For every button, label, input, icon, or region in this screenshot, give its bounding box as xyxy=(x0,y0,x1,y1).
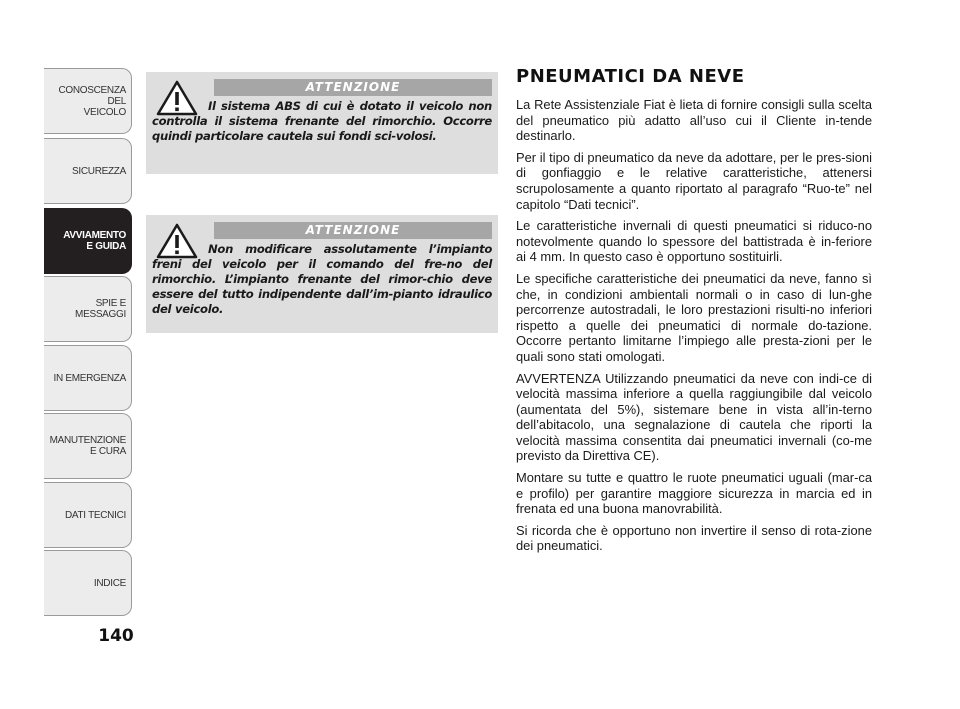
warning-triangle-icon xyxy=(156,223,198,259)
warning-box-brakes xyxy=(146,215,498,333)
paragraph: Le caratteristiche invernali di questi pneumatici si riduco-no notevolmente quando lo spessore del battistrada è in-feriore ai 4 mm. In questo caso è opportuno sostituirli. xyxy=(516,218,872,265)
paragraph: Si ricorda che è opportuno non invertire il senso di rota-zione dei pneumatici. xyxy=(516,522,872,554)
tab-avviamento-e-guida[interactable]: AVVIAMENTO E GUIDA xyxy=(44,208,132,274)
paragraph: Le specifiche caratteristiche dei pneumatici da neve, fanno sì che, in condizioni ambientali normali o in caso di lun-ghe percorrenze autostradali, le loro prestazioni risulti-no inferiori rispetto a quelle dei pneumatici di normale do-tazione. Occorre pertanto limitarne l’impiego alle presta-zioni per le quali sono stati omologati. xyxy=(516,270,872,364)
warning-text: Il sistema ABS di cui è dotato il veicolo non controlla il sistema frenante del rimorchio. Occorre quindi particolare cautela sui fondi sci-volosi. xyxy=(152,99,492,143)
paragraph: La Rete Assistenziale Fiat è lieta di fornire consigli sulla scelta del pneumatico più adatto all’uso cui il Cliente in-tende destinarlo. xyxy=(516,97,872,144)
main-content xyxy=(516,66,872,560)
paragraph-avvertenza: AVVERTENZA Utilizzando pneumatici da neve con indi-ce di velocità massima inferiore a quella raggiungibile dal veicolo (aumentata del 5%), sistemare bene in vista all’in-terno dell’abitacolo, una segnalazione di cautela che riporti la velocità massima consentita dai pneumatici invernali (co-me previsto da Direttiva CE). xyxy=(516,370,872,464)
warning-triangle-icon xyxy=(156,80,198,116)
tab-in-emergenza[interactable]: IN EMERGENZA xyxy=(44,345,132,411)
tab-conoscenza-del-veicolo[interactable]: CONOSCENZA DEL VEICOLO xyxy=(44,68,132,134)
tab-sicurezza[interactable]: SICUREZZA xyxy=(44,138,132,204)
paragraph: Montare su tutte e quattro le ruote pneumatici uguali (mar-ca e profilo) per garantire maggiore sicurezza in marcia ed in frenata ed una buona manovrabilità. xyxy=(516,470,872,517)
tab-spie-e-messaggi[interactable]: SPIE E MESSAGGI xyxy=(44,276,132,342)
warning-heading: ATTENZIONE xyxy=(214,222,492,239)
section-title: PNEUMATICI DA NEVE xyxy=(516,66,745,87)
paragraph: Per il tipo di pneumatico da neve da adottare, per le pres-sioni di gonfiaggio e le relative caratteristiche, attenersi scrupolosamente a quanto riportato al paragrafo “Ruo-te” nel capitolo “Dati tecnici”. xyxy=(516,149,872,212)
tab-indice[interactable]: INDICE xyxy=(44,550,132,616)
tab-manutenzione-e-cura[interactable]: MANUTENZIONE E CURA xyxy=(44,413,132,479)
tab-dati-tecnici[interactable]: DATI TECNICI xyxy=(44,482,132,548)
page-number: 140 xyxy=(98,626,134,646)
warning-heading: ATTENZIONE xyxy=(214,79,492,96)
warning-text: Non modificare assolutamente l’impianto freni del veicolo per il comando del fre-no del rimorchio. L’impianto frenante del rimor-chio deve essere del tutto indipendente dall’im-pianto idraulico del veicolo. xyxy=(152,242,492,316)
warning-box-abs xyxy=(146,72,498,174)
